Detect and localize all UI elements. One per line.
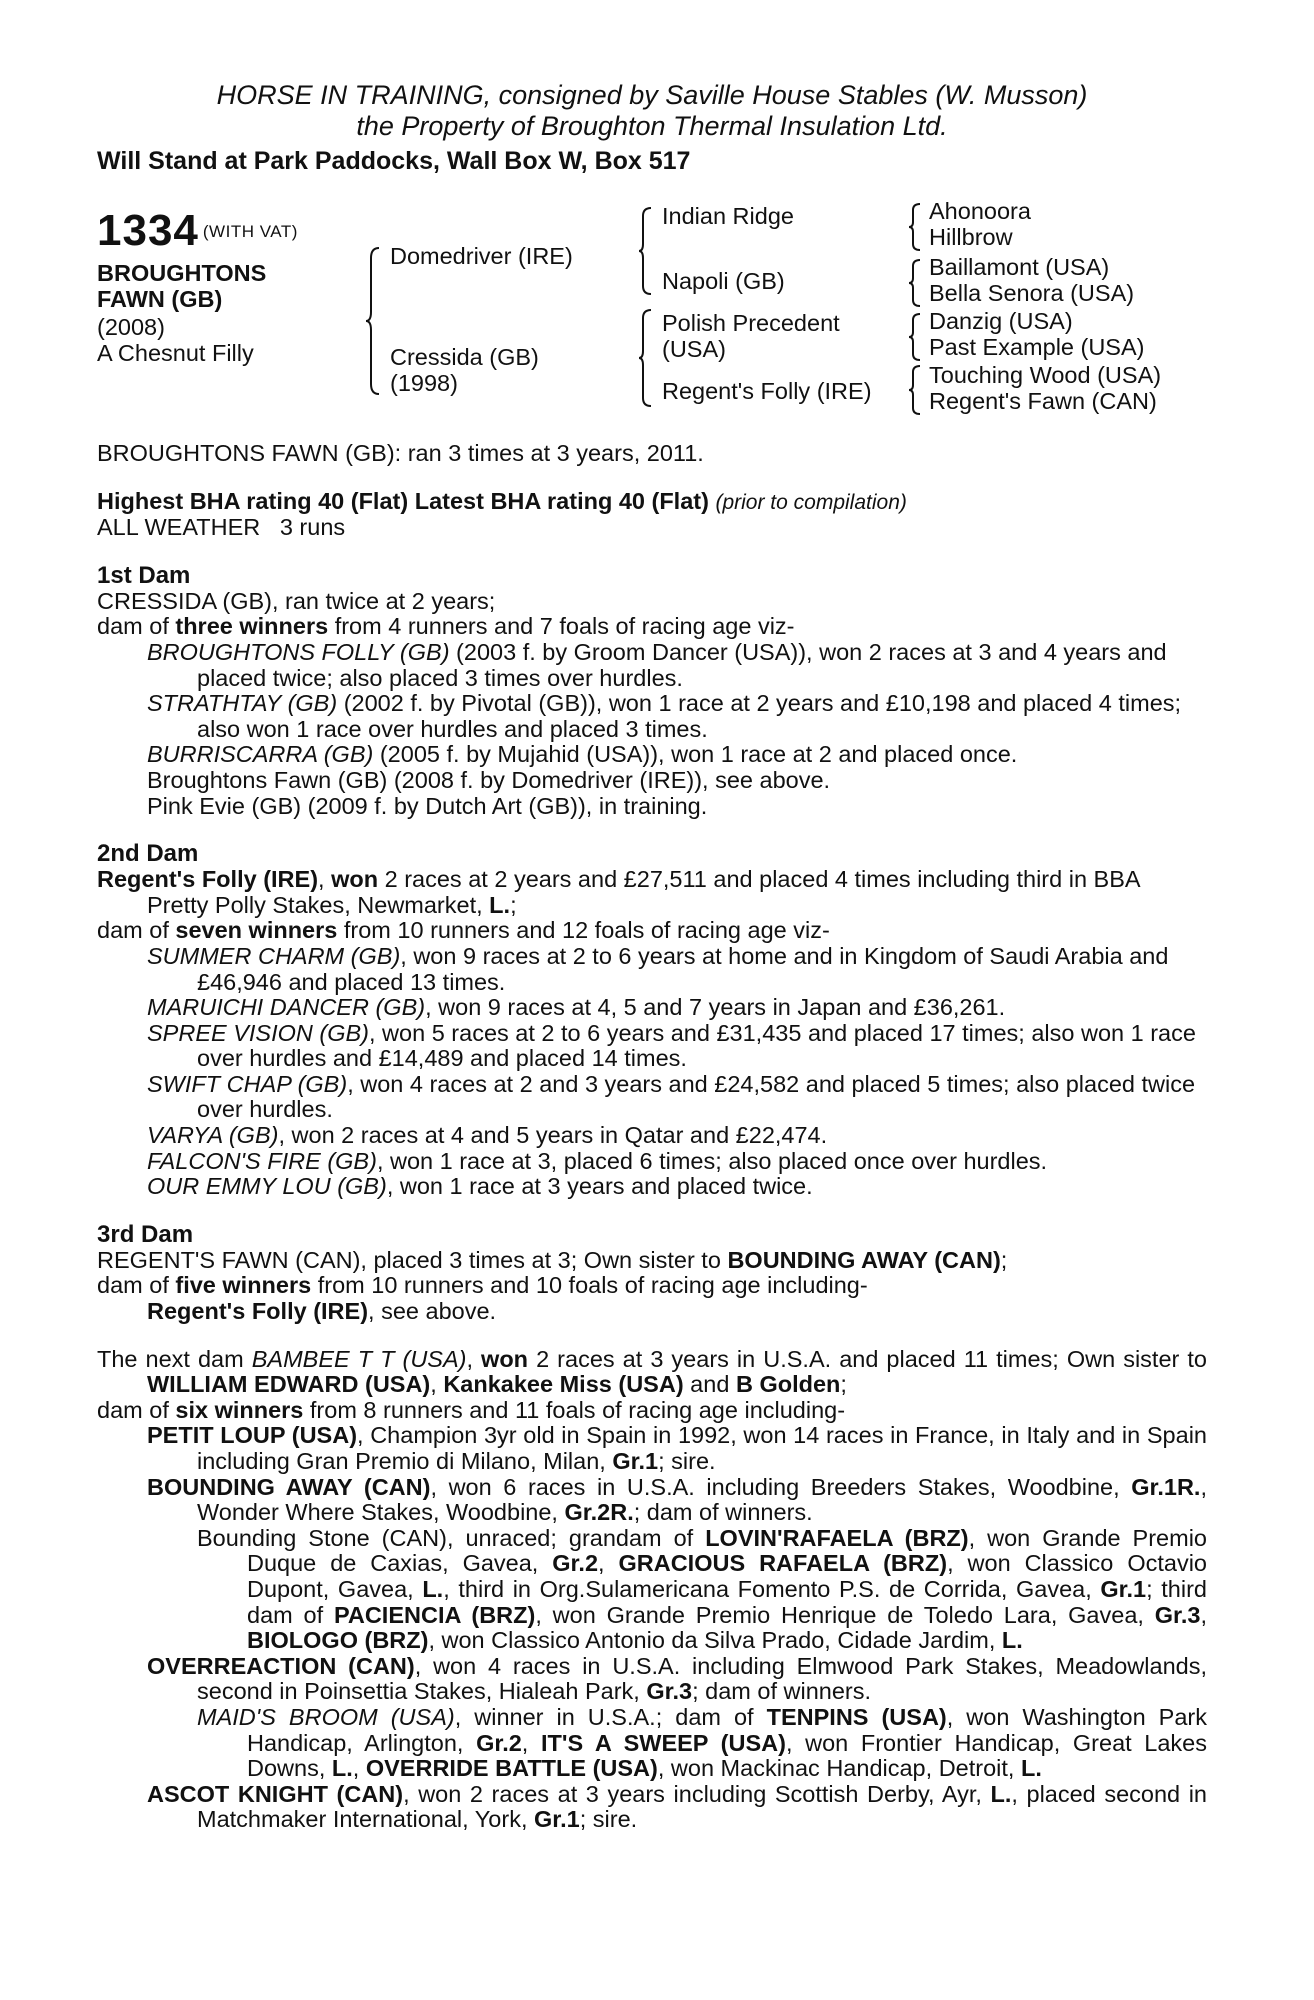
- horse-name-line2: FAWN (GB): [97, 286, 223, 312]
- produce-entry: SPREE VISION (GB), won 5 races at 2 to 6 years and £31,435 and placed 17 times; also won 1 race over hurdles and £14,489 and placed 14 times.: [147, 1019, 1196, 1072]
- first-dam-title: 1st Dam: [97, 561, 191, 589]
- pedigree-brace-2a: [638, 206, 654, 296]
- second-dam-title: 2nd Dam: [97, 840, 199, 868]
- pedigree-brace-3a: [908, 202, 922, 252]
- sire-sire: Indian Ridge: [662, 203, 794, 229]
- dam-dam: Regent's Folly (IRE): [662, 378, 872, 404]
- produce-entry: OVERREACTION (CAN), won 4 races in U.S.A. including Elmwood Park Stakes, Meadowlands, second in Poinsettia Stakes, Hialeah Park, Gr.3; dam of winners.: [147, 1652, 1207, 1705]
- pedigree-brace-3c: [908, 312, 922, 362]
- produce-entry: SUMMER CHARM (GB), won 9 races at 2 to 6 years at home and in Kingdom of Saudi Arabia and £46,946 and placed 13 times.: [147, 942, 1169, 995]
- race-summary: BROUGHTONS FAWN (GB): ran 3 times at 3 years, 2011.: [97, 440, 704, 466]
- catalogue-page: [97, 80, 1207, 1833]
- dam-name: Cressida (GB): [390, 344, 539, 370]
- produce-entry: STRATHTAY (GB) (2002 f. by Pivotal (GB)), won 1 race at 2 years and £10,198 and placed 4 times; also won 1 race over hurdles and placed 3 times.: [147, 690, 1182, 742]
- ped-past-example: Past Example (USA): [929, 334, 1145, 360]
- produce-entry: Regent's Folly (IRE), see above.: [147, 1298, 497, 1325]
- consignor-line: HORSE IN TRAINING, consigned by Saville House Stables (W. Musson): [216, 80, 1088, 110]
- pedigree-brace-2b: [638, 308, 654, 408]
- ped-ahonoora: Ahonoora: [929, 198, 1031, 224]
- produce-entry: MARUICHI DANCER (GB), won 9 races at 4, 5 and 7 years in Japan and £36,261.: [147, 994, 1006, 1021]
- third-dam-produce-summary: dam of five winners from 10 runners and 10 foals of racing age including-: [97, 1272, 868, 1299]
- produce-entry: OUR EMMY LOU (GB), won 1 race at 3 years and placed twice.: [147, 1173, 813, 1200]
- produce-entry: Bounding Stone (CAN), unraced; grandam of LOVIN'RAFAELA (BRZ), won Grande Premio Duque de Caxias, Gavea, Gr.2, GRACIOUS RAFAELA (BRZ), won Classico Octavio Dupont, Gavea, L., third in Org.Sulamericana Fomento P.S. de Corrida, Gavea, Gr.1; third dam of PACIENCIA (BRZ), won Grande Premio Henrique de Toledo Lara, Gavea, Gr.3, BIOLOGO (BRZ), won Classico Antonio da Silva Prado, Cidade Jardim, L.: [197, 1524, 1207, 1654]
- first-dam-line: CRESSIDA (GB), ran twice at 2 years;: [97, 587, 496, 614]
- bha-rating: Highest BHA rating 40 (Flat) Latest BHA rating 40 (Flat) (prior to compilation): [97, 487, 907, 514]
- third-dam-title: 3rd Dam: [97, 1220, 194, 1248]
- ped-regents-fawn: Regent's Fawn (CAN): [929, 388, 1157, 414]
- ped-touching-wood: Touching Wood (USA): [929, 362, 1162, 388]
- horse-description: A Chesnut Filly: [97, 340, 254, 366]
- ped-bella-senora: Bella Senora (USA): [929, 280, 1135, 306]
- property-line: the Property of Broughton Thermal Insulation Ltd.: [356, 111, 948, 141]
- produce-entry: PETIT LOUP (USA), Champion 3yr old in Spain in 1992, won 14 races in France, in Italy and in Spain including Gran Premio di Milano, Milan, Gr.1; sire.: [147, 1422, 1207, 1474]
- first-dam-produce-summary: dam of three winners from 4 runners and 7 foals of racing age viz-: [97, 613, 795, 640]
- ped-danzig: Danzig (USA): [929, 308, 1073, 334]
- produce-entry: BURRISCARRA (GB) (2005 f. by Mujahid (USA)), won 1 race at 2 and placed once.: [147, 741, 1018, 768]
- pedigree-brace-1: [365, 246, 383, 396]
- produce-entry: MAID'S BROOM (USA), winner in U.S.A.; dam of TENPINS (USA), won Washington Park Handicap, Arlington, Gr.2, IT'S A SWEEP (USA), won Frontier Handicap, Great Lakes Downs, L., OVERRIDE BATTLE (USA), won Mackinac Handicap, Detroit, L.: [197, 1703, 1208, 1782]
- second-dam-line: Regent's Folly (IRE), won 2 races at 2 years and £27,511 and placed 4 times including third in BBA Pretty Polly Stakes, Newmarket, L.;: [97, 866, 1140, 918]
- dam-sire-line1: Polish Precedent: [662, 310, 840, 336]
- sire-dam: Napoli (GB): [662, 268, 785, 294]
- pedigree-brace-3b: [908, 258, 922, 308]
- produce-entry: Pink Evie (GB) (2009 f. by Dutch Art (GB)), in training.: [147, 792, 708, 819]
- stand-line: Will Stand at Park Paddocks, Wall Box W, Box 517: [97, 147, 691, 175]
- pedigree-table: [97, 198, 1207, 438]
- produce-entry: BOUNDING AWAY (CAN), won 6 races in U.S.A. including Breeders Stakes, Woodbine, Gr.1R., Wonder Where Stakes, Woodbine, Gr.2R.; dam of winners.: [147, 1473, 1207, 1526]
- dam-year: (1998): [390, 370, 458, 396]
- lot-number: 1334 $^{(WITH VAT)}$: [97, 206, 298, 255]
- second-dam-produce-summary: dam of seven winners from 10 runners and 12 foals of racing age viz-: [97, 917, 830, 944]
- all-weather-record: ALL WEATHER 3 runs: [97, 514, 346, 541]
- produce-entry: SWIFT CHAP (GB), won 4 races at 2 and 3 years and £24,582 and placed 5 times; also placed twice over hurdles.: [147, 1070, 1196, 1123]
- pedigree-brace-3d: [908, 364, 922, 416]
- vat-note: (WITH VAT): [202, 222, 298, 241]
- produce-entry: Broughtons Fawn (GB) (2008 f. by Domedriver (IRE)), see above.: [147, 766, 831, 793]
- produce-entry: VARYA (GB), won 2 races at 4 and 5 years in Qatar and £22,474.: [147, 1122, 828, 1149]
- sire-name: Domedriver (IRE): [390, 243, 573, 269]
- produce-entry: FALCON'S FIRE (GB), won 1 race at 3, placed 6 times; also placed once over hurdles.: [147, 1147, 1048, 1174]
- produce-entry: ASCOT KNIGHT (CAN), won 2 races at 3 years including Scottish Derby, Ayr, L., placed second in Matchmaker International, York, Gr.1; sire.: [147, 1780, 1207, 1833]
- ped-baillamont: Baillamont (USA): [929, 254, 1110, 280]
- fourth-dam-produce-summary: dam of six winners from 8 runners and 11 foals of racing age including-: [97, 1396, 846, 1423]
- foaling-year: (2008): [97, 314, 165, 340]
- ped-hillbrow: Hillbrow: [929, 224, 1013, 250]
- third-dam-line: REGENT'S FAWN (CAN), placed 3 times at 3; Own sister to BOUNDING AWAY (CAN);: [97, 1246, 1008, 1273]
- fourth-dam-line: The next dam BAMBEE T T (USA), won 2 races at 3 years in U.S.A. and placed 11 times; Own sister to WILLIAM EDWARD (USA), Kankakee Miss (USA) and B Golden;: [97, 1345, 1207, 1398]
- horse-name-line1: BROUGHTONS: [97, 260, 267, 286]
- dam-sire-line2: (USA): [662, 336, 726, 362]
- produce-entry: BROUGHTONS FOLLY (GB) (2003 f. by Groom Dancer (USA)), won 2 races at 3 and 4 years and placed twice; also placed 3 times over hurdles.: [147, 638, 1167, 691]
